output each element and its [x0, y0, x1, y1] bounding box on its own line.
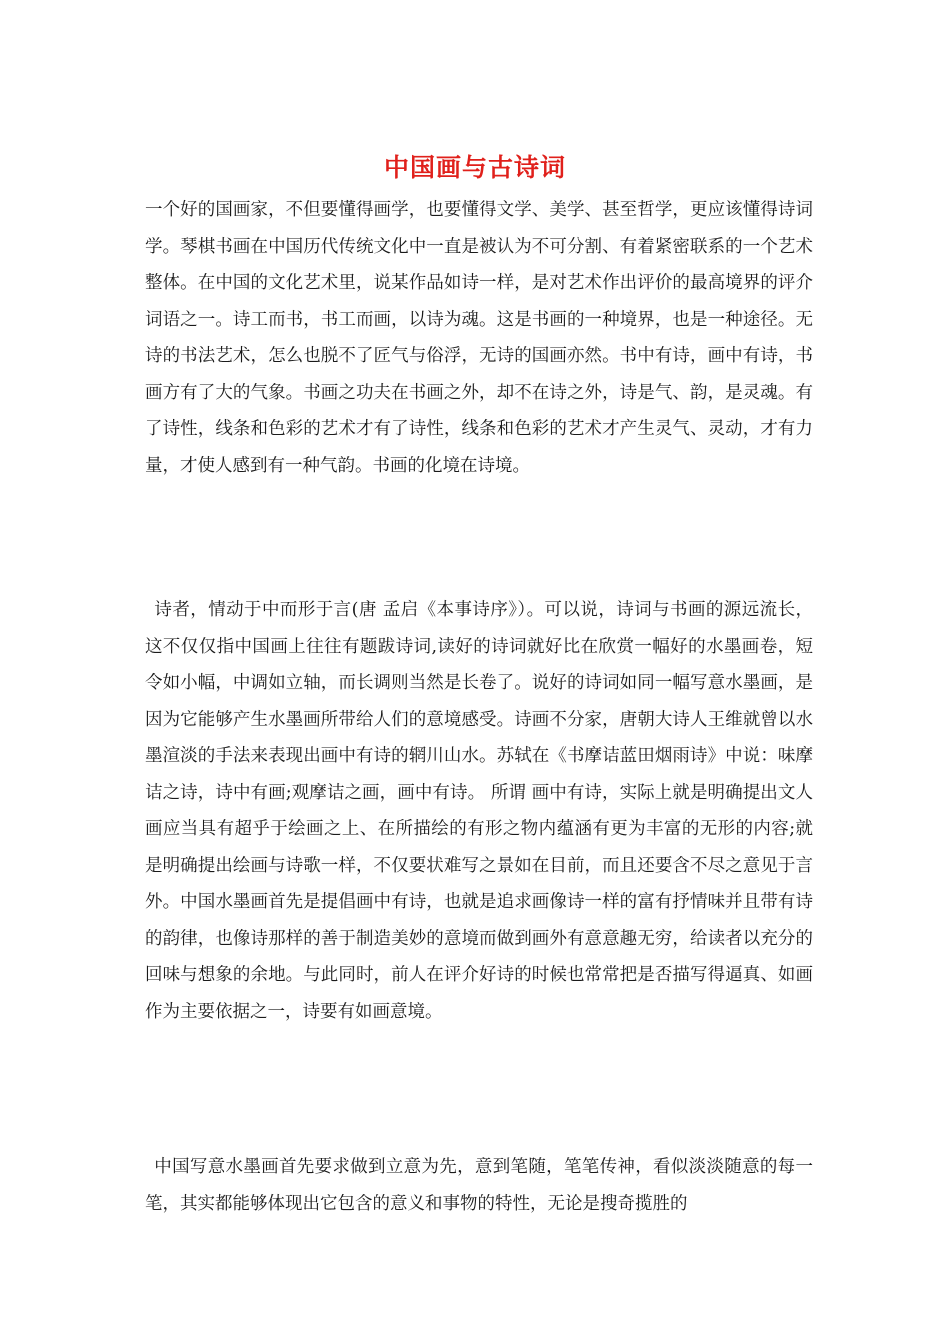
paragraph-2: [145, 592, 813, 1030]
paragraph-3-text: 中国写意水墨画首先要求做到立意为先，意到笔随，笔笔传神，看似淡淡随意的每一笔，其实都能够体现出它包含的意义和事物的特性，无论是搜奇揽胜的: [145, 1157, 813, 1214]
paragraph-1: [145, 192, 813, 484]
document-title: 中国画与古诗词: [383, 153, 566, 182]
paragraph-2-text: 诗者，情动于中而形于言(唐 孟启《本事诗序》）。可以说，诗词与书画的源远流长，这不仅仅指中国画上往往有题跋诗词,读好的诗词就好比在欣赏一幅好的水墨画卷，短令如小幅，中调如立轴，而长调则当然是长卷了。说好的诗词如同一幅写意水墨画，是因为它能够产生水墨画所带给人们的意境感受。诗画不分家，唐朝大诗人王维就曾以水墨渲淡的手法来表现出画中有诗的辋川山水。苏轼在《书摩诘蓝田烟雨诗》中说：味摩诘之诗，诗中有画;观摩诘之画，画中有诗。 所谓 画中有诗，实际上就是明确提出文人画应当具有超乎于绘画之上、在所描绘的有形之物内蕴涵有更为丰富的无形的内容;就是明确提出绘画与诗歌一样，不仅要状难写之景如在目前，而且还要含不尽之意见于言外。中国水墨画首先是提倡画中有诗，也就是追求画像诗一样的富有抒情味并且带有诗的韵律，也像诗那样的善于制造美妙的意境而做到画外有意意趣无穷，给读者以充分的回味与想象的余地。与此同时，前人在评介好诗的时候也常常把是否描写得逼真、如画作为主要依据之一，诗要有如画意境。: [145, 600, 813, 1022]
paragraph-1-text: 一个好的国画家，不但要懂得画学，也要懂得文学、美学、甚至哲学，更应该懂得诗词学。琴棋书画在中国历代传统文化中一直是被认为不可分割、有着紧密联系的一个艺术整体。在中国的文化艺术里，说某作品如诗一样，是对艺术作出评价的最高境界的评介词语之一。诗工而书，书工而画，以诗为魂。这是书画的一种境界，也是一种途径。无诗的书法艺术，怎么也脱不了匠气与俗浮，无诗的国画亦然。书中有诗，画中有诗，书画方有了大的气象。书画之功夫在书画之外，却不在诗之外，诗是气、韵，是灵魂。有了诗性，线条和色彩的艺术才有了诗性，线条和色彩的艺术才产生灵气、灵动，才有力量，才使人感到有一种气韵。书画的化境在诗境。: [145, 200, 813, 476]
paragraph-3: [145, 1149, 813, 1222]
